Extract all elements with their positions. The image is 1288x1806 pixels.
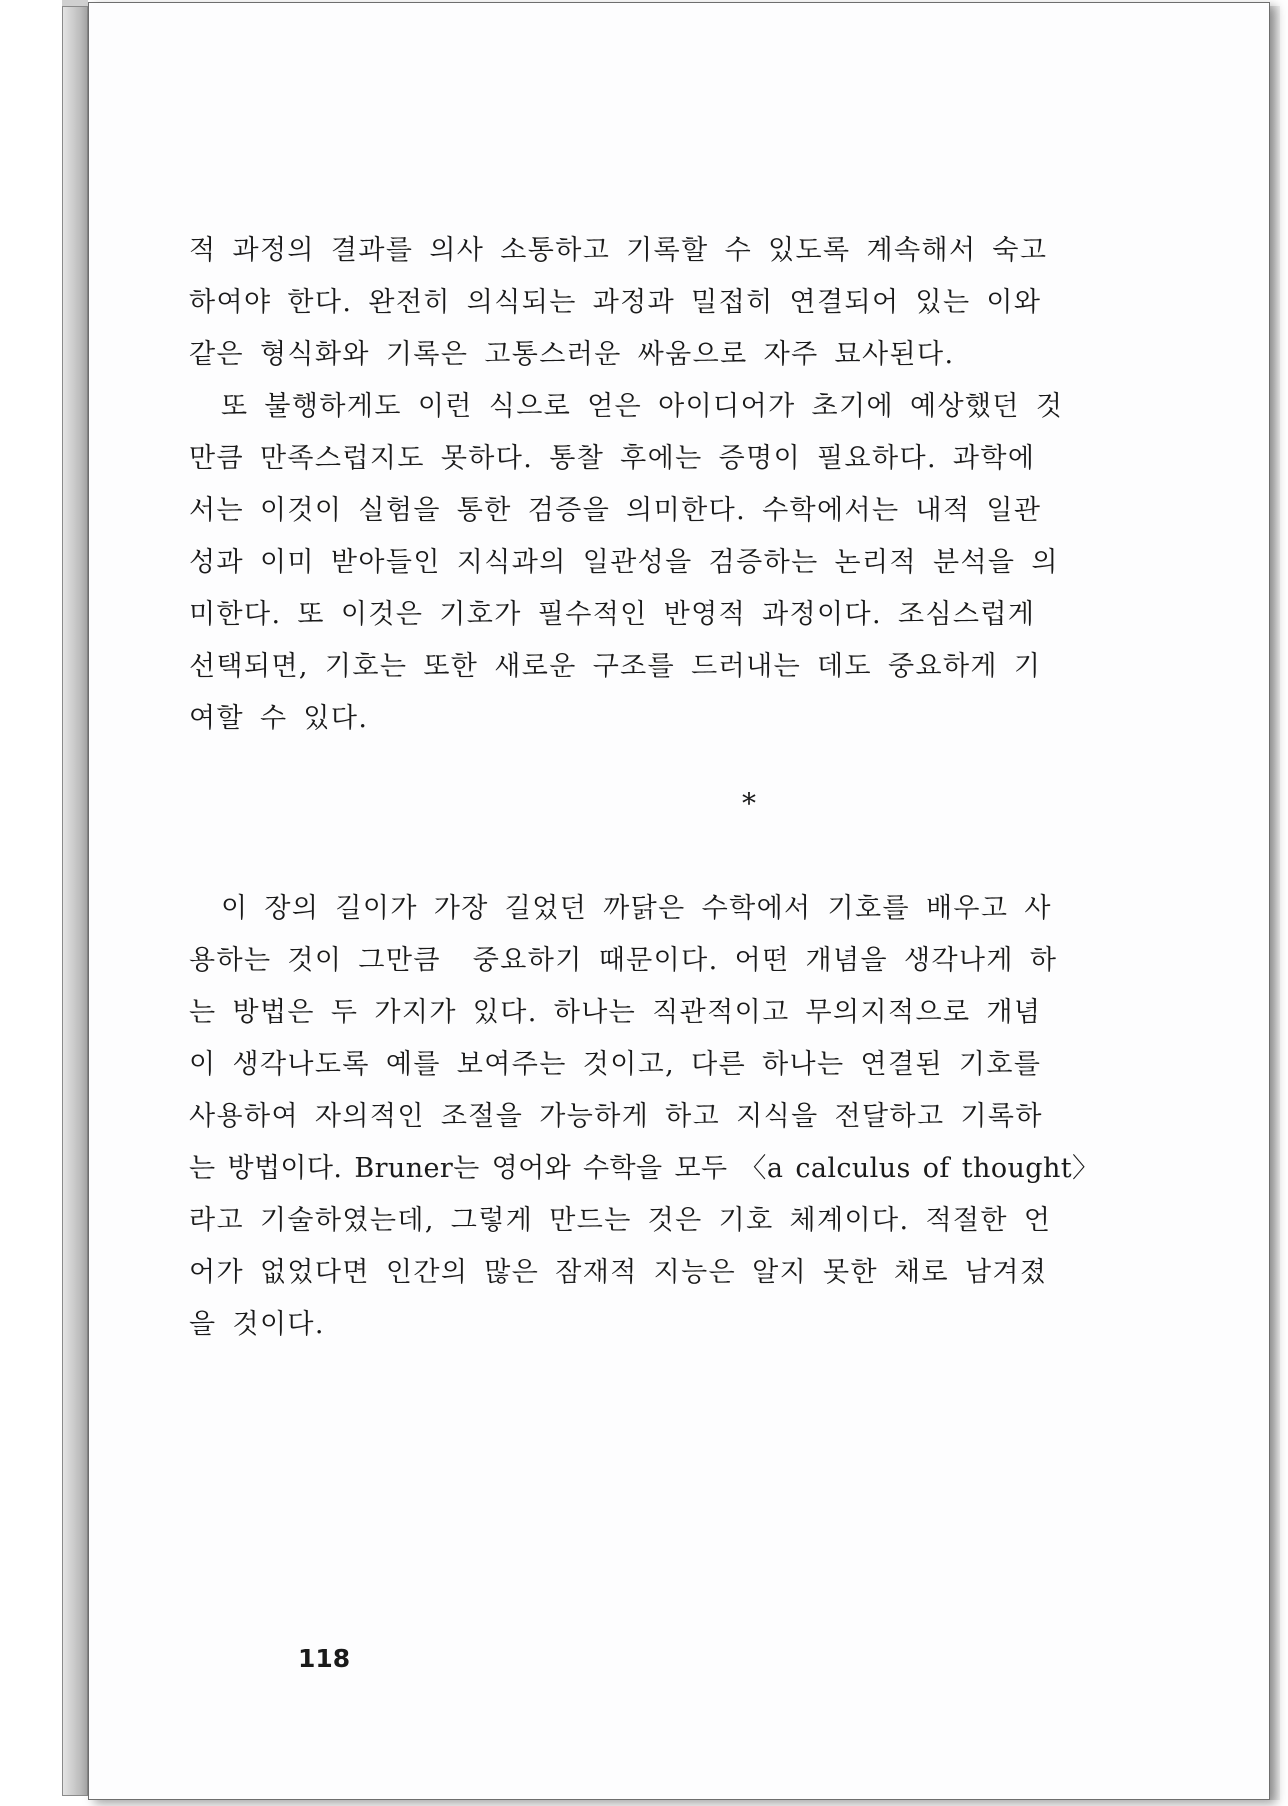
text-line: 선택되면, 기호는 또한 새로운 구조를 드러내는 데도 중요하게 기 xyxy=(189,651,1042,682)
text-line: 이 생각나도록 예를 보여주는 것이고, 다른 하나는 연결된 기호를 xyxy=(189,1049,1042,1080)
book-spine xyxy=(62,6,88,1796)
text-line: 는 방법이다. Bruner는 영어와 수학을 모두 〈a calculus of thought〉 xyxy=(189,1153,1100,1184)
text-line: 적 과정의 결과를 의사 소통하고 기록할 수 있도록 계속해서 숙고 xyxy=(189,235,1048,266)
text-line: 을 것이다. xyxy=(189,1309,325,1340)
text-line: 는 방법은 두 가지가 있다. 하나는 직관적이고 무의지적으로 개념 xyxy=(189,997,1042,1028)
text-line: 라고 기술하였는데, 그렇게 만드는 것은 기호 체계이다. 적절한 언 xyxy=(189,1205,1052,1236)
paragraph-symbols xyxy=(189,883,1199,1351)
text-line: 성과 이미 받아들인 지식과의 일관성을 검증하는 논리적 분석을 의 xyxy=(189,547,1059,578)
book-page xyxy=(88,2,1270,1800)
text-line: 용하는 것이 그만큼 중요하기 때문이다. 어떤 개념을 생각나게 하 xyxy=(189,945,1058,976)
paragraph-continued xyxy=(189,225,1199,381)
text-line: 같은 형식화와 기록은 고통스러운 싸움으로 자주 묘사된다. xyxy=(189,339,955,370)
text-line: 또 불행하게도 이런 식으로 얻은 아이디어가 초기에 예상했던 것 xyxy=(189,391,1064,422)
text-line: 이 장의 길이가 가장 길었던 까닭은 수학에서 기호를 배우고 사 xyxy=(189,893,1052,924)
text-line: 하여야 한다. 완전히 의식되는 과정과 밀접히 연결되어 있는 이와 xyxy=(189,287,1042,318)
paragraph-proof xyxy=(189,381,1199,745)
page-number: 118 xyxy=(298,1644,351,1673)
text-line: 여할 수 있다. xyxy=(189,703,369,734)
text-line: 만큼 만족스럽지도 못하다. 통찰 후에는 증명이 필요하다. 과학에 xyxy=(189,443,1036,474)
section-separator: * xyxy=(742,787,756,820)
text-line: 서는 이것이 실험을 통한 검증을 의미한다. 수학에서는 내적 일관 xyxy=(189,495,1042,526)
text-line: 사용하여 자의적인 조절을 가능하게 하고 지식을 전달하고 기록하 xyxy=(189,1101,1043,1132)
text-line: 미한다. 또 이것은 기호가 필수적인 반영적 과정이다. 조심스럽게 xyxy=(189,599,1036,630)
text-line: 어가 없었다면 인간의 많은 잠재적 지능은 알지 못한 채로 남겨졌 xyxy=(189,1257,1048,1288)
